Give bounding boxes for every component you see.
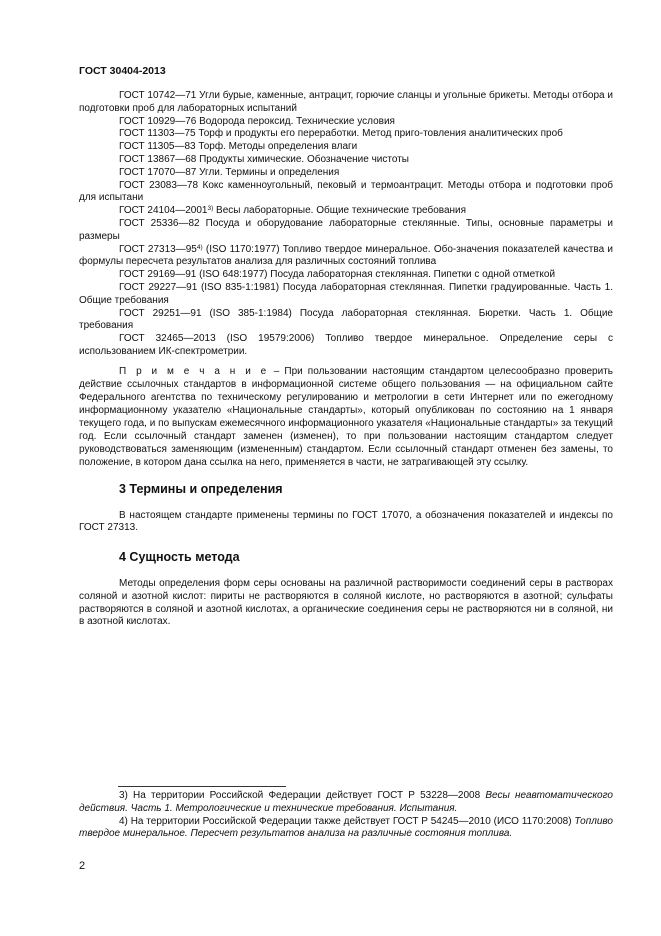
ref-text: (ISO 1170:1977) Топливо твердое минеральное. Обо-значения показателей качества и формулы пересчета результатов анализа для различных состояний топлива xyxy=(79,243,613,268)
ref-text: ГОСТ 24104—2001 xyxy=(119,205,208,217)
ref-text: Весы лабораторные. Общие технические требования xyxy=(213,205,467,217)
document-body xyxy=(79,90,613,629)
section-3-title: 3 Термины и определения xyxy=(119,481,283,496)
ref-gost-32465: ГОСТ 32465—2013 (ISO 19579:2006) Топливо твердое минеральное. Определение серы с использованием ИК-спектрометрии. xyxy=(79,333,613,357)
section-4-title: 4 Сущность метода xyxy=(119,550,240,565)
note-text: – При пользовании настоящим стандартом целесообразно проверить действие ссылочных стандартов в информационной системе общего пользования — на официальном сайте Федерального агентства по техническому регулированию и метрологии в сети Интернет или по ежегодному информационному указателю «Национальные стандарты», который опубликован по состоянию на 1 января текущего года, и по выпускам ежемесячного информационного указателя «Национальные стандарты» за текущий год. Если ссылочный стандарт заменен (изменен), то при пользовании настоящим стандартом следует руководствоваться заменяющим (измененным) стандартом. Если ссылочный стандарт отменен без замены, то положение, в котором дана ссылка на него, применяется в части, не затрагивающей эту ссылку. xyxy=(79,365,613,468)
ref-text: ГОСТ 27313—95 xyxy=(119,243,197,255)
ref-gost-29169: ГОСТ 29169—91 (ISO 648:1977) Посуда лабораторная стеклянная. Пипетки с одной отметкой xyxy=(119,269,556,281)
footnote-divider xyxy=(118,786,286,787)
section-4-text: Методы определения форм серы основаны на различной растворимости соединений серы в растворах соляной и азотной кислот: пириты не растворяются в соляной кислоте, но растворяются в азотной; сульфаты растворяются в соляной и азотной кислотах, а органические соединения серы не растворяются ни в соляной, ни в азотной кислотах. xyxy=(79,577,613,628)
footnote-marker: 4) xyxy=(196,243,203,251)
footnote-italic: Топливо твердое минеральное. Пересчет результатов анализа на различные состояния топлива. xyxy=(79,815,613,840)
ref-gost-24104 xyxy=(79,205,613,218)
ref-gost-17070: ГОСТ 17070—87 Угли. Термины и определения xyxy=(119,166,340,178)
document-header: ГОСТ 30404-2013 xyxy=(79,65,166,77)
ref-gost-23083: ГОСТ 23083—78 Кокс каменноугольный, пековый и термоантрацит. Методы отбора и подготовки проб для испытани xyxy=(79,179,613,204)
footnote-plain: 4) На территории Российской Федерации также действует ГОСТ Р 54245—2010 (ИСО 1170:2008) xyxy=(119,815,575,827)
footnotes xyxy=(79,790,613,841)
page-number: 2 xyxy=(79,860,86,872)
footnote-plain: 3) На территории Российской Федерации действует ГОСТ Р 53228—2008 xyxy=(119,790,486,801)
footnote-marker: 3) xyxy=(207,205,214,213)
ref-gost-27313 xyxy=(79,244,613,270)
footnote-3 xyxy=(79,790,613,816)
ref-gost-25336: ГОСТ 25336—82 Посуда и оборудование лабораторные стеклянные. Типы, основные параметры и размеры xyxy=(79,217,613,242)
ref-gost-29227: ГОСТ 29227—91 (ISO 835-1:1981) Посуда лабораторная стеклянная. Пипетки градуированные. Часть 1. Общие требования xyxy=(79,281,613,306)
section-3-text: В настоящем стандарте применены термины по ГОСТ 17070, а обозначения показателей и индексы по ГОСТ 27313. xyxy=(79,509,613,534)
ref-gost-29251: ГОСТ 29251—91 (ISO 385-1:1984) Посуда лабораторная стеклянная. Бюретки. Часть 1. Общие требования xyxy=(79,307,613,332)
ref-gost-10929: ГОСТ 10929—76 Водорода пероксид. Технические условия xyxy=(119,115,395,127)
note-paragraph xyxy=(79,365,613,469)
note-label: П р и м е ч а н и е xyxy=(119,365,269,377)
ref-gost-10742: ГОСТ 10742—71 Угли бурые, каменные, антрацит, горючие сланцы и угольные брикеты. Методы отбора и подготовки проб для лабораторных испытаний xyxy=(79,90,613,114)
ref-gost-13867: ГОСТ 13867—68 Продукты химические. Обозначение чистоты xyxy=(119,153,409,165)
ref-gost-11305: ГОСТ 11305—83 Торф. Методы определения влаги xyxy=(119,141,358,153)
ref-gost-11303: ГОСТ 11303—75 Торф и продукты его переработки. Метод приго-товления аналитических проб xyxy=(119,128,563,140)
footnote-italic: Весы неавтоматического действия. Часть 1. Метрологические и технические требования. Испытания. xyxy=(79,790,613,814)
footnote-4 xyxy=(79,816,613,842)
